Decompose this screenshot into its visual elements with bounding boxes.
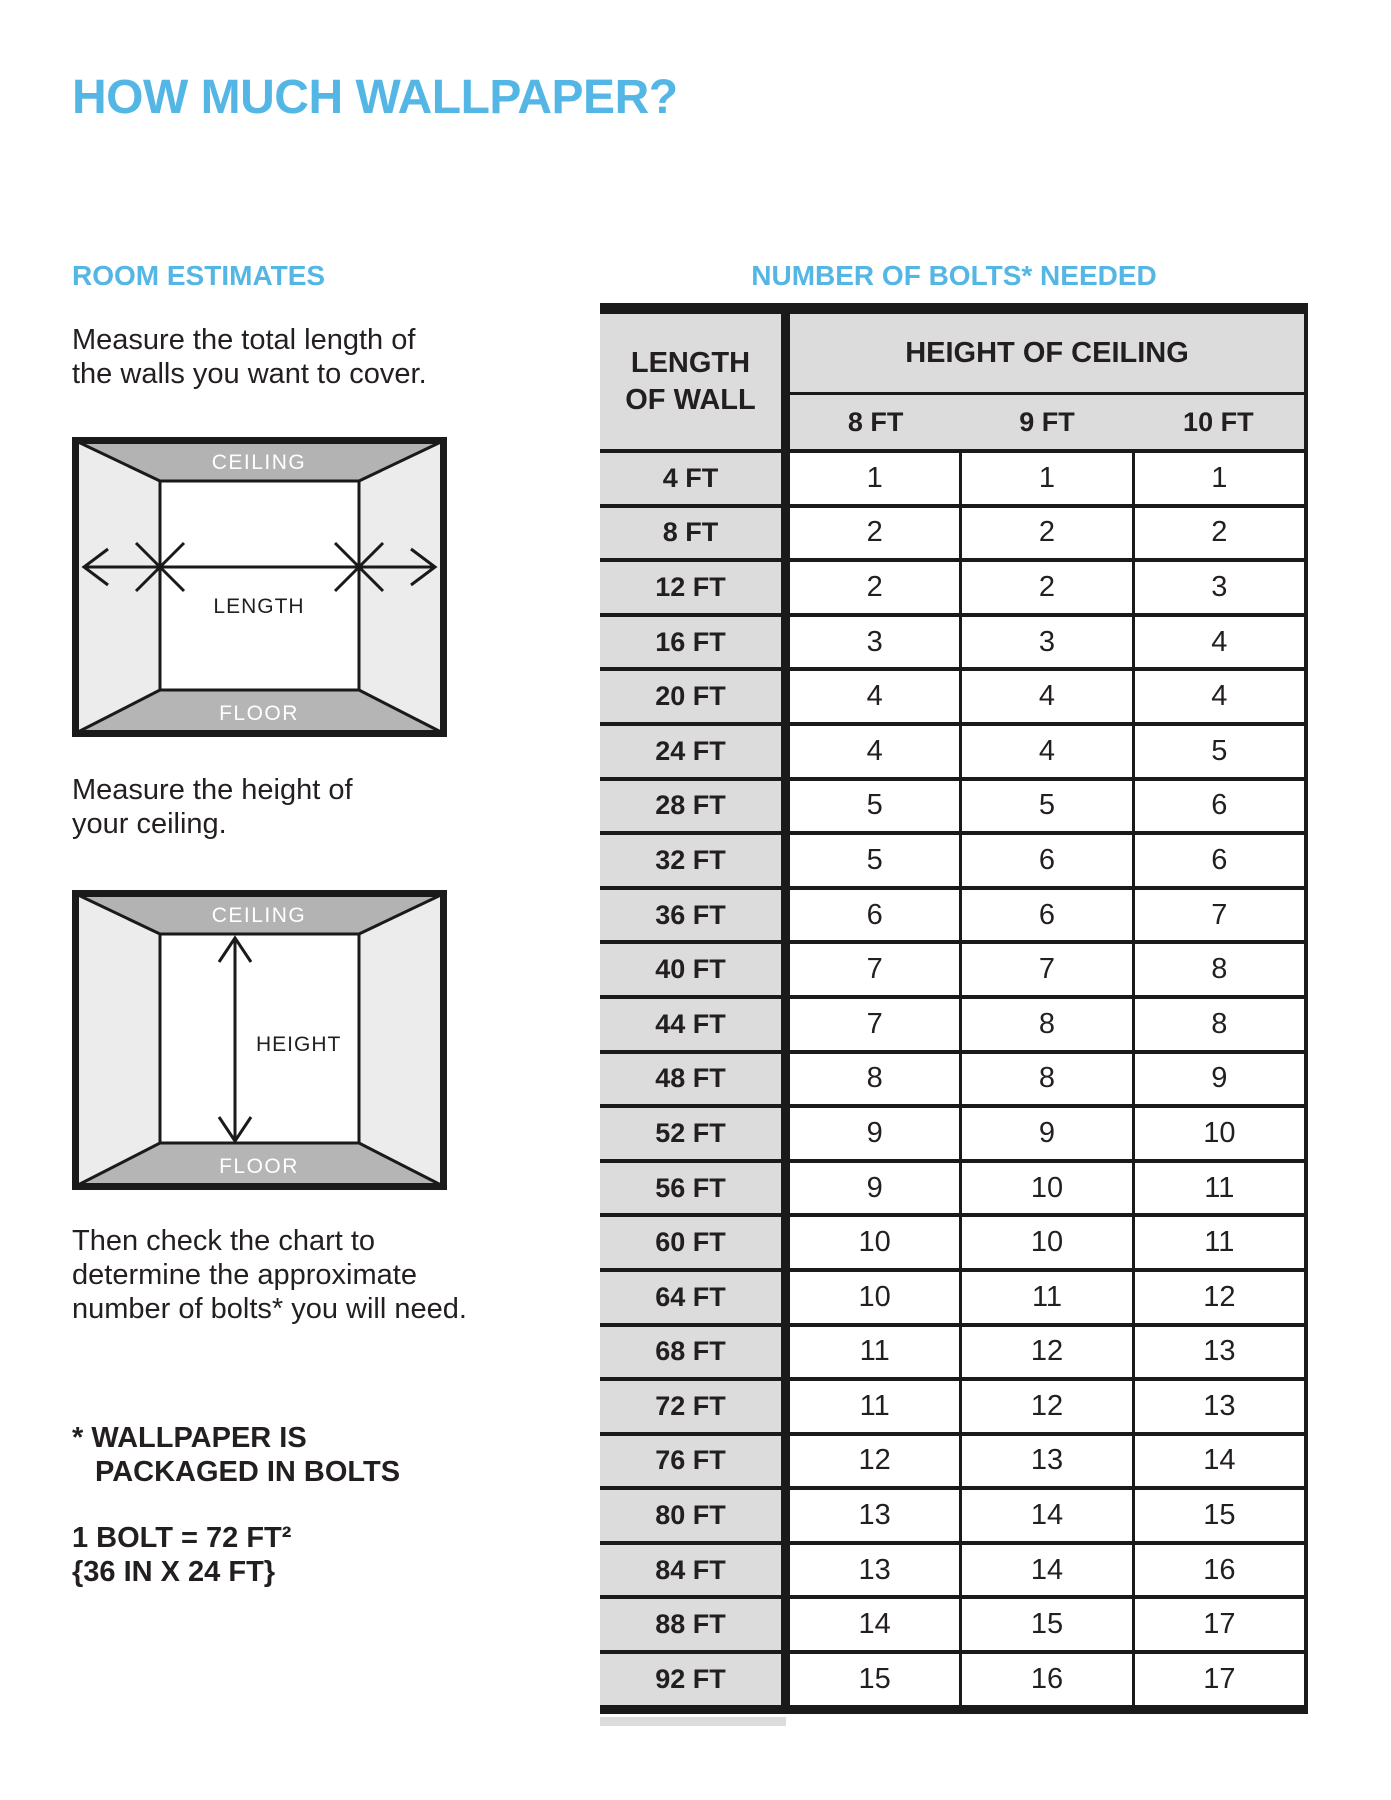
height-label: HEIGHT (256, 1033, 342, 1056)
bolt-count-cell: 4 (959, 726, 1131, 777)
room-diagram-height (72, 890, 447, 1190)
room-estimates-heading: ROOM ESTIMATES (72, 260, 326, 291)
bolt-count-cell: 2 (790, 508, 959, 559)
table-row (600, 1104, 1304, 1159)
bolt-count-cell: 4 (790, 671, 959, 722)
table-body (600, 449, 1304, 1705)
table-row (600, 1650, 1304, 1705)
bolt-count-cell: 11 (790, 1381, 959, 1432)
bolt-dimensions: {36 IN X 24 FT} (72, 1556, 276, 1588)
wall-length-cell: 76 FT (600, 1436, 790, 1487)
bolt-count-cell: 3 (790, 617, 959, 668)
bolt-count-cell: 14 (790, 1599, 959, 1650)
bolt-count-cell: 11 (1132, 1163, 1304, 1214)
bolt-count-cell: 14 (1132, 1436, 1304, 1487)
ceiling-height-subheaders (790, 392, 1304, 449)
bolt-count-cell: 15 (1132, 1490, 1304, 1541)
bolts-table (600, 303, 1308, 1714)
wall-length-cell: 12 FT (600, 562, 790, 613)
footnote-line-1: * WALLPAPER IS (72, 1422, 307, 1454)
table-row (600, 1050, 1304, 1105)
room-diagram-length (72, 437, 447, 737)
step-measure-height: Measure the height of your ceiling. (72, 774, 353, 840)
table-row (600, 449, 1304, 504)
bolt-count-cell: 4 (790, 726, 959, 777)
bolt-count-cell: 11 (790, 1327, 959, 1378)
height-of-ceiling-header: HEIGHT OF CEILING (790, 314, 1304, 392)
bolt-count-cell: 1 (790, 453, 959, 504)
wall-length-cell: 60 FT (600, 1217, 790, 1268)
length-of-wall-header: LENGTH OF WALL (600, 314, 790, 449)
table-row (600, 1323, 1304, 1378)
wall-length-cell: 44 FT (600, 999, 790, 1050)
bolt-count-cell: 15 (790, 1654, 959, 1705)
bolt-count-cell: 1 (959, 453, 1131, 504)
bolt-count-cell: 13 (1132, 1327, 1304, 1378)
ceiling-label: CEILING (211, 904, 307, 927)
step-measure-length: Measure the total length of the walls you want to cover. (72, 324, 427, 390)
table-row (600, 504, 1304, 559)
bolt-count-cell: 7 (959, 944, 1131, 995)
table-row (600, 777, 1304, 832)
table-row (600, 1432, 1304, 1487)
bolts-needed-heading: NUMBER OF BOLTS* NEEDED (751, 260, 1157, 291)
wall-length-cell: 92 FT (600, 1654, 790, 1705)
table-row (600, 1268, 1304, 1323)
left-wall (76, 894, 160, 1186)
bolt-count-cell: 10 (959, 1217, 1131, 1268)
bolt-count-cell: 11 (1132, 1217, 1304, 1268)
bolt-count-cell: 7 (790, 944, 959, 995)
bolt-count-cell: 6 (1132, 835, 1304, 886)
bolt-count-cell: 8 (790, 1054, 959, 1105)
table-row (600, 722, 1304, 777)
bolt-count-cell: 5 (790, 835, 959, 886)
wall-length-cell: 32 FT (600, 835, 790, 886)
bolt-count-cell: 12 (790, 1436, 959, 1487)
bolt-count-cell: 10 (790, 1272, 959, 1323)
length-label: LENGTH (213, 595, 305, 618)
bolt-count-cell: 14 (959, 1490, 1131, 1541)
table-row (600, 1541, 1304, 1596)
table-row (600, 831, 1304, 886)
bolt-count-cell: 6 (1132, 781, 1304, 832)
ceiling-label: CEILING (211, 451, 307, 474)
bolt-count-cell: 5 (1132, 726, 1304, 777)
floor-label: FLOOR (219, 1155, 299, 1178)
column-header-10ft: 10 FT (1183, 406, 1254, 437)
bolt-count-cell: 3 (1132, 562, 1304, 613)
bolt-count-cell: 9 (1132, 1054, 1304, 1105)
bolt-count-cell: 13 (790, 1490, 959, 1541)
table-row (600, 940, 1304, 995)
bolt-count-cell: 16 (1132, 1545, 1304, 1596)
bolt-count-cell: 10 (790, 1217, 959, 1268)
column-header-9ft: 9 FT (1019, 406, 1075, 437)
wall-length-cell: 36 FT (600, 890, 790, 941)
bolt-count-cell: 13 (790, 1545, 959, 1596)
bolt-count-cell: 8 (959, 999, 1131, 1050)
bolt-count-cell: 15 (959, 1599, 1131, 1650)
wall-length-cell: 88 FT (600, 1599, 790, 1650)
bolt-spec (72, 1521, 291, 1589)
bolt-count-cell: 5 (790, 781, 959, 832)
bolt-count-cell: 4 (1132, 671, 1304, 722)
bolt-count-cell: 2 (959, 562, 1131, 613)
page-title: HOW MUCH WALLPAPER? (72, 71, 678, 124)
bolt-count-cell: 13 (959, 1436, 1131, 1487)
step-check-chart: Then check the chart to determine the approximate number of bolts* you will need. (72, 1225, 467, 1325)
bolt-count-cell: 8 (959, 1054, 1131, 1105)
wall-length-cell: 68 FT (600, 1327, 790, 1378)
wall-length-cell: 64 FT (600, 1272, 790, 1323)
bolt-count-cell: 6 (959, 890, 1131, 941)
left-wall (76, 441, 160, 733)
table-header (600, 314, 1304, 449)
table-row (600, 1377, 1304, 1432)
bolt-count-cell: 9 (790, 1108, 959, 1159)
bolt-count-cell: 2 (1132, 508, 1304, 559)
bolt-count-cell: 2 (959, 508, 1131, 559)
table-row (600, 558, 1304, 613)
bolts-footnote (72, 1421, 400, 1489)
bolt-count-cell: 12 (1132, 1272, 1304, 1323)
bolt-count-cell: 16 (959, 1654, 1131, 1705)
table-row (600, 1486, 1304, 1541)
table-row (600, 613, 1304, 668)
bolt-count-cell: 6 (959, 835, 1131, 886)
wall-length-cell: 20 FT (600, 671, 790, 722)
wall-length-cell: 80 FT (600, 1490, 790, 1541)
table-row (600, 667, 1304, 722)
wall-length-cell: 72 FT (600, 1381, 790, 1432)
table-row (600, 886, 1304, 941)
bolt-count-cell: 3 (959, 617, 1131, 668)
bolt-count-cell: 4 (1132, 617, 1304, 668)
table-row (600, 1595, 1304, 1650)
bolt-count-cell: 8 (1132, 944, 1304, 995)
bolt-count-cell: 13 (1132, 1381, 1304, 1432)
bolt-count-cell: 8 (1132, 999, 1304, 1050)
wall-length-cell: 48 FT (600, 1054, 790, 1105)
wall-length-cell: 16 FT (600, 617, 790, 668)
wall-length-cell: 40 FT (600, 944, 790, 995)
bolt-count-cell: 1 (1132, 453, 1304, 504)
footnote-line-2: PACKAGED IN BOLTS (95, 1456, 401, 1488)
bolt-count-cell: 11 (959, 1272, 1131, 1323)
bolt-count-cell: 2 (790, 562, 959, 613)
bolt-count-cell: 9 (790, 1163, 959, 1214)
bolt-count-cell: 14 (959, 1545, 1131, 1596)
table-bottom-gray-strip (600, 1717, 786, 1726)
right-wall (359, 894, 443, 1186)
back-wall (160, 481, 359, 690)
bolt-count-cell: 4 (959, 671, 1131, 722)
bolt-count-cell: 12 (959, 1327, 1131, 1378)
table-row (600, 1213, 1304, 1268)
floor-label: FLOOR (219, 702, 299, 725)
bolt-count-cell: 9 (959, 1108, 1131, 1159)
bolt-count-cell: 17 (1132, 1599, 1304, 1650)
wall-length-cell: 84 FT (600, 1545, 790, 1596)
bolt-count-cell: 6 (790, 890, 959, 941)
wall-length-cell: 4 FT (600, 453, 790, 504)
table-row (600, 995, 1304, 1050)
wall-length-cell: 52 FT (600, 1108, 790, 1159)
bolt-equation: 1 BOLT = 72 FT² (72, 1522, 292, 1554)
bolt-count-cell: 10 (959, 1163, 1131, 1214)
bolt-count-cell: 5 (959, 781, 1131, 832)
bolt-count-cell: 10 (1132, 1108, 1304, 1159)
bolt-count-cell: 17 (1132, 1654, 1304, 1705)
bolt-count-cell: 7 (1132, 890, 1304, 941)
wall-length-cell: 24 FT (600, 726, 790, 777)
bolt-count-cell: 12 (959, 1381, 1131, 1432)
table-row (600, 1159, 1304, 1214)
wall-length-cell: 56 FT (600, 1163, 790, 1214)
wall-length-cell: 8 FT (600, 508, 790, 559)
bolt-count-cell: 7 (790, 999, 959, 1050)
column-header-8ft: 8 FT (847, 406, 904, 437)
wall-length-cell: 28 FT (600, 781, 790, 832)
right-wall (359, 441, 443, 733)
